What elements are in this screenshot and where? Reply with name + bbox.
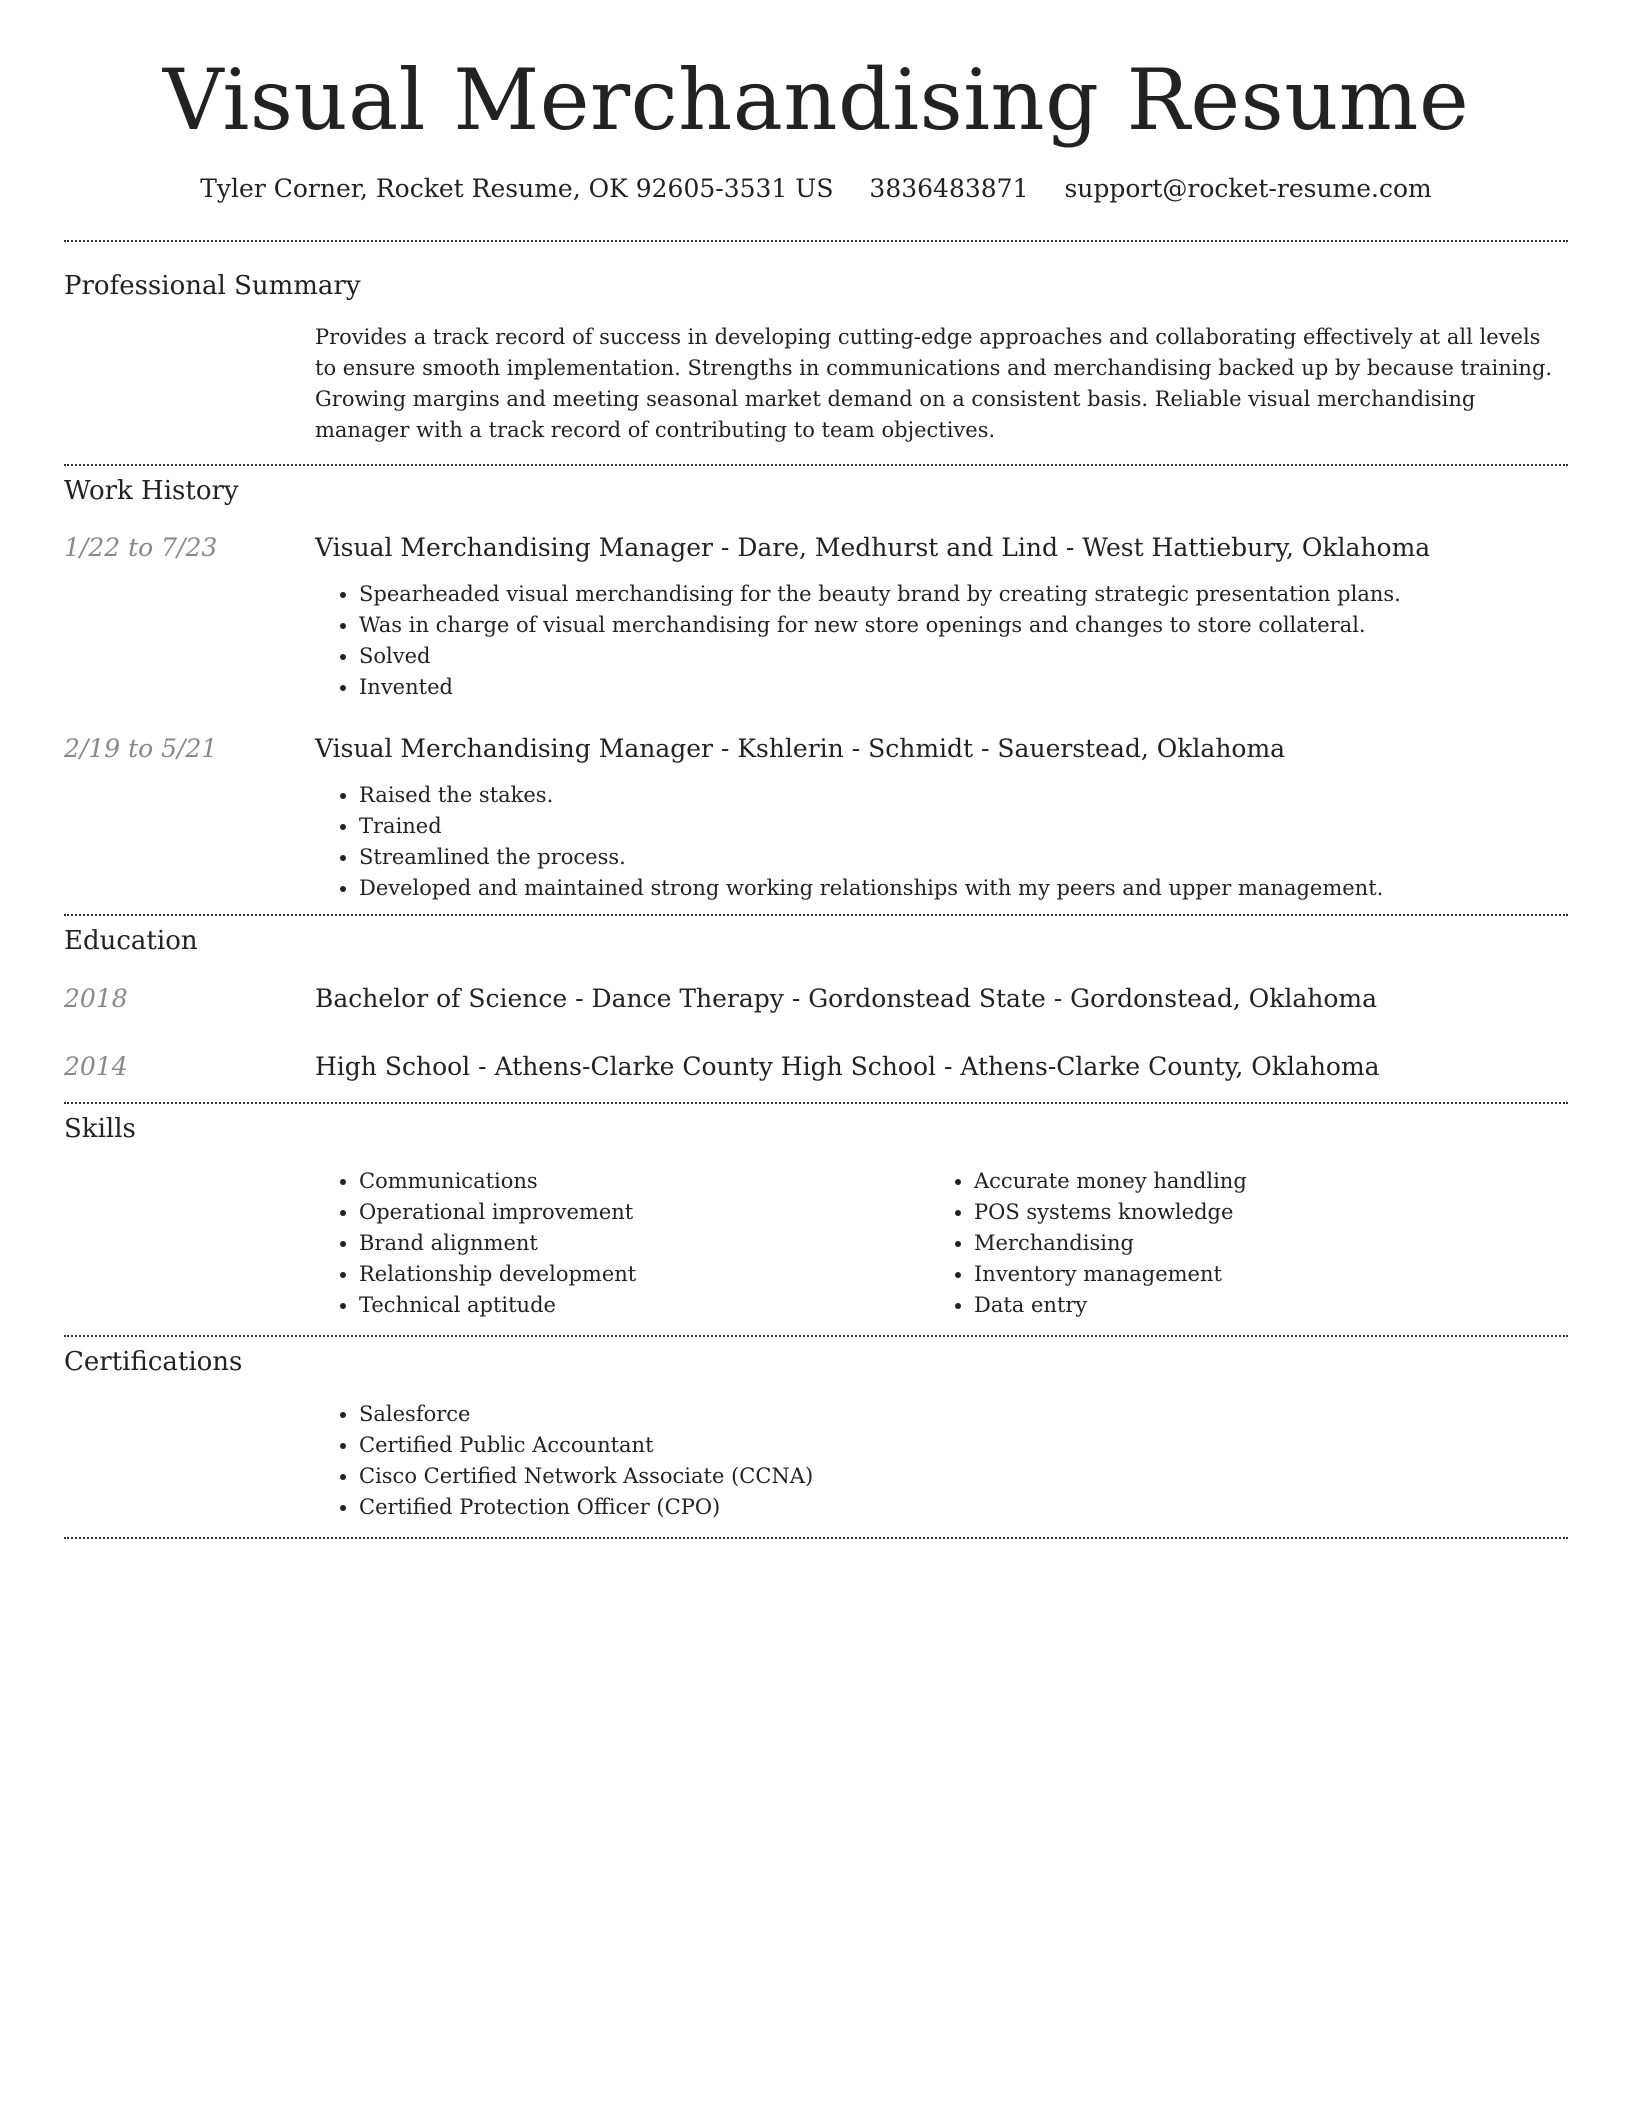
skills-grid <box>315 1166 1568 1335</box>
list-item: • Certified Public Accountant <box>359 1430 1568 1461</box>
list-item: • Raised the stakes. <box>359 780 1568 811</box>
list-item: • Data entry <box>974 1290 1545 1321</box>
skills-list <box>315 1166 930 1321</box>
list-item: • Accurate money handling <box>974 1166 1545 1197</box>
resume-title: Visual Merchandising Resume <box>162 51 1470 149</box>
summary-heading: Professional Summary <box>64 271 361 301</box>
education-entry <box>64 1050 1568 1084</box>
list-item: • Inventory management <box>974 1259 1545 1290</box>
list-item: • Technical aptitude <box>359 1290 930 1321</box>
list-item: • Streamlined the process. <box>359 842 1568 873</box>
skills-section <box>64 1104 1568 1335</box>
job-heading <box>315 531 1430 565</box>
list-item: • Developed and maintained strong working relationships with my peers and upper management. <box>359 873 1568 904</box>
job-details: - Dare, Medhurst and Lind - West Hattiebury, Oklahoma <box>712 533 1431 562</box>
certifications-section <box>64 1337 1568 1523</box>
list-item: • Certified Protection Officer (CPO) <box>359 1492 1568 1523</box>
job-dates: 2/19 to 5/21 <box>64 734 218 763</box>
list-item: • Operational improvement <box>359 1197 930 1228</box>
list-item: • Relationship development <box>359 1259 930 1290</box>
list-item: • POS systems knowledge <box>974 1197 1545 1228</box>
education-year: 2014 <box>64 1052 128 1081</box>
summary-text: Provides a track record of success in developing cutting-edge approaches and collaborating effectively at all levels to ensure smooth implementation. Strengths in communications and merchandising backed up by because training. Growing margins and meeting seasonal market demand on a consistent basis. Reliable visual merchandising manager with a track record of contributing to team objectives. <box>315 325 1553 442</box>
list-item: • Solved <box>359 641 1568 672</box>
job-dates: 1/22 to 7/23 <box>64 533 218 562</box>
list-item: • Salesforce <box>359 1399 1568 1430</box>
skills-column-left <box>315 1166 930 1321</box>
summary-section <box>64 242 1568 464</box>
education-year: 2018 <box>64 984 128 1013</box>
education-heading-line <box>315 982 1377 1016</box>
contact-email: support@rocket-resume.com <box>1064 174 1432 203</box>
education-heading: Education <box>64 926 198 956</box>
list-item: • Trained <box>359 811 1568 842</box>
list-item: • Invented <box>359 672 1568 703</box>
education-section <box>64 916 1568 1084</box>
job-details: - Kshlerin - Schmidt - Sauerstead, Oklahoma <box>712 734 1286 763</box>
certifications-heading: Certifications <box>64 1347 243 1377</box>
work-history-section <box>64 466 1568 904</box>
job-entry <box>64 531 1568 703</box>
skills-heading: Skills <box>64 1114 136 1144</box>
list-item: • Spearheaded visual merchandising for the beauty brand by creating strategic presentation plans. <box>359 579 1568 610</box>
job-role: Visual Merchandising Manager <box>315 533 713 562</box>
education-degree: High School <box>315 1052 471 1081</box>
list-item: • Was in charge of visual merchandising for new store openings and changes to store collateral. <box>359 610 1568 641</box>
divider <box>64 1537 1568 1539</box>
contact-address: Tyler Corner, Rocket Resume, OK 92605-3531 US <box>200 174 834 203</box>
job-role: Visual Merchandising Manager <box>315 734 713 763</box>
education-degree: Bachelor of Science - Dance Therapy <box>315 984 784 1013</box>
list-item: • Brand alignment <box>359 1228 930 1259</box>
education-entry <box>64 982 1568 1016</box>
education-details: - Athens-Clarke County High School - Athens-Clarke County, Oklahoma <box>470 1052 1380 1081</box>
education-details: - Gordonstead State - Gordonstead, Oklahoma <box>783 984 1378 1013</box>
contact-line <box>64 172 1568 206</box>
job-bullets <box>315 579 1568 703</box>
list-item: • Merchandising <box>974 1228 1545 1259</box>
skills-column-right <box>930 1166 1545 1321</box>
list-item: • Communications <box>359 1166 930 1197</box>
job-heading <box>315 732 1285 766</box>
work-history-heading: Work History <box>64 476 239 506</box>
job-entry <box>64 732 1568 904</box>
skills-list <box>930 1166 1545 1321</box>
contact-phone: 3836483871 <box>869 174 1029 203</box>
education-heading-line <box>315 1050 1380 1084</box>
job-bullets <box>315 780 1568 904</box>
certifications-list <box>315 1399 1568 1523</box>
list-item: • Cisco Certified Network Associate (CCNA) <box>359 1461 1568 1492</box>
